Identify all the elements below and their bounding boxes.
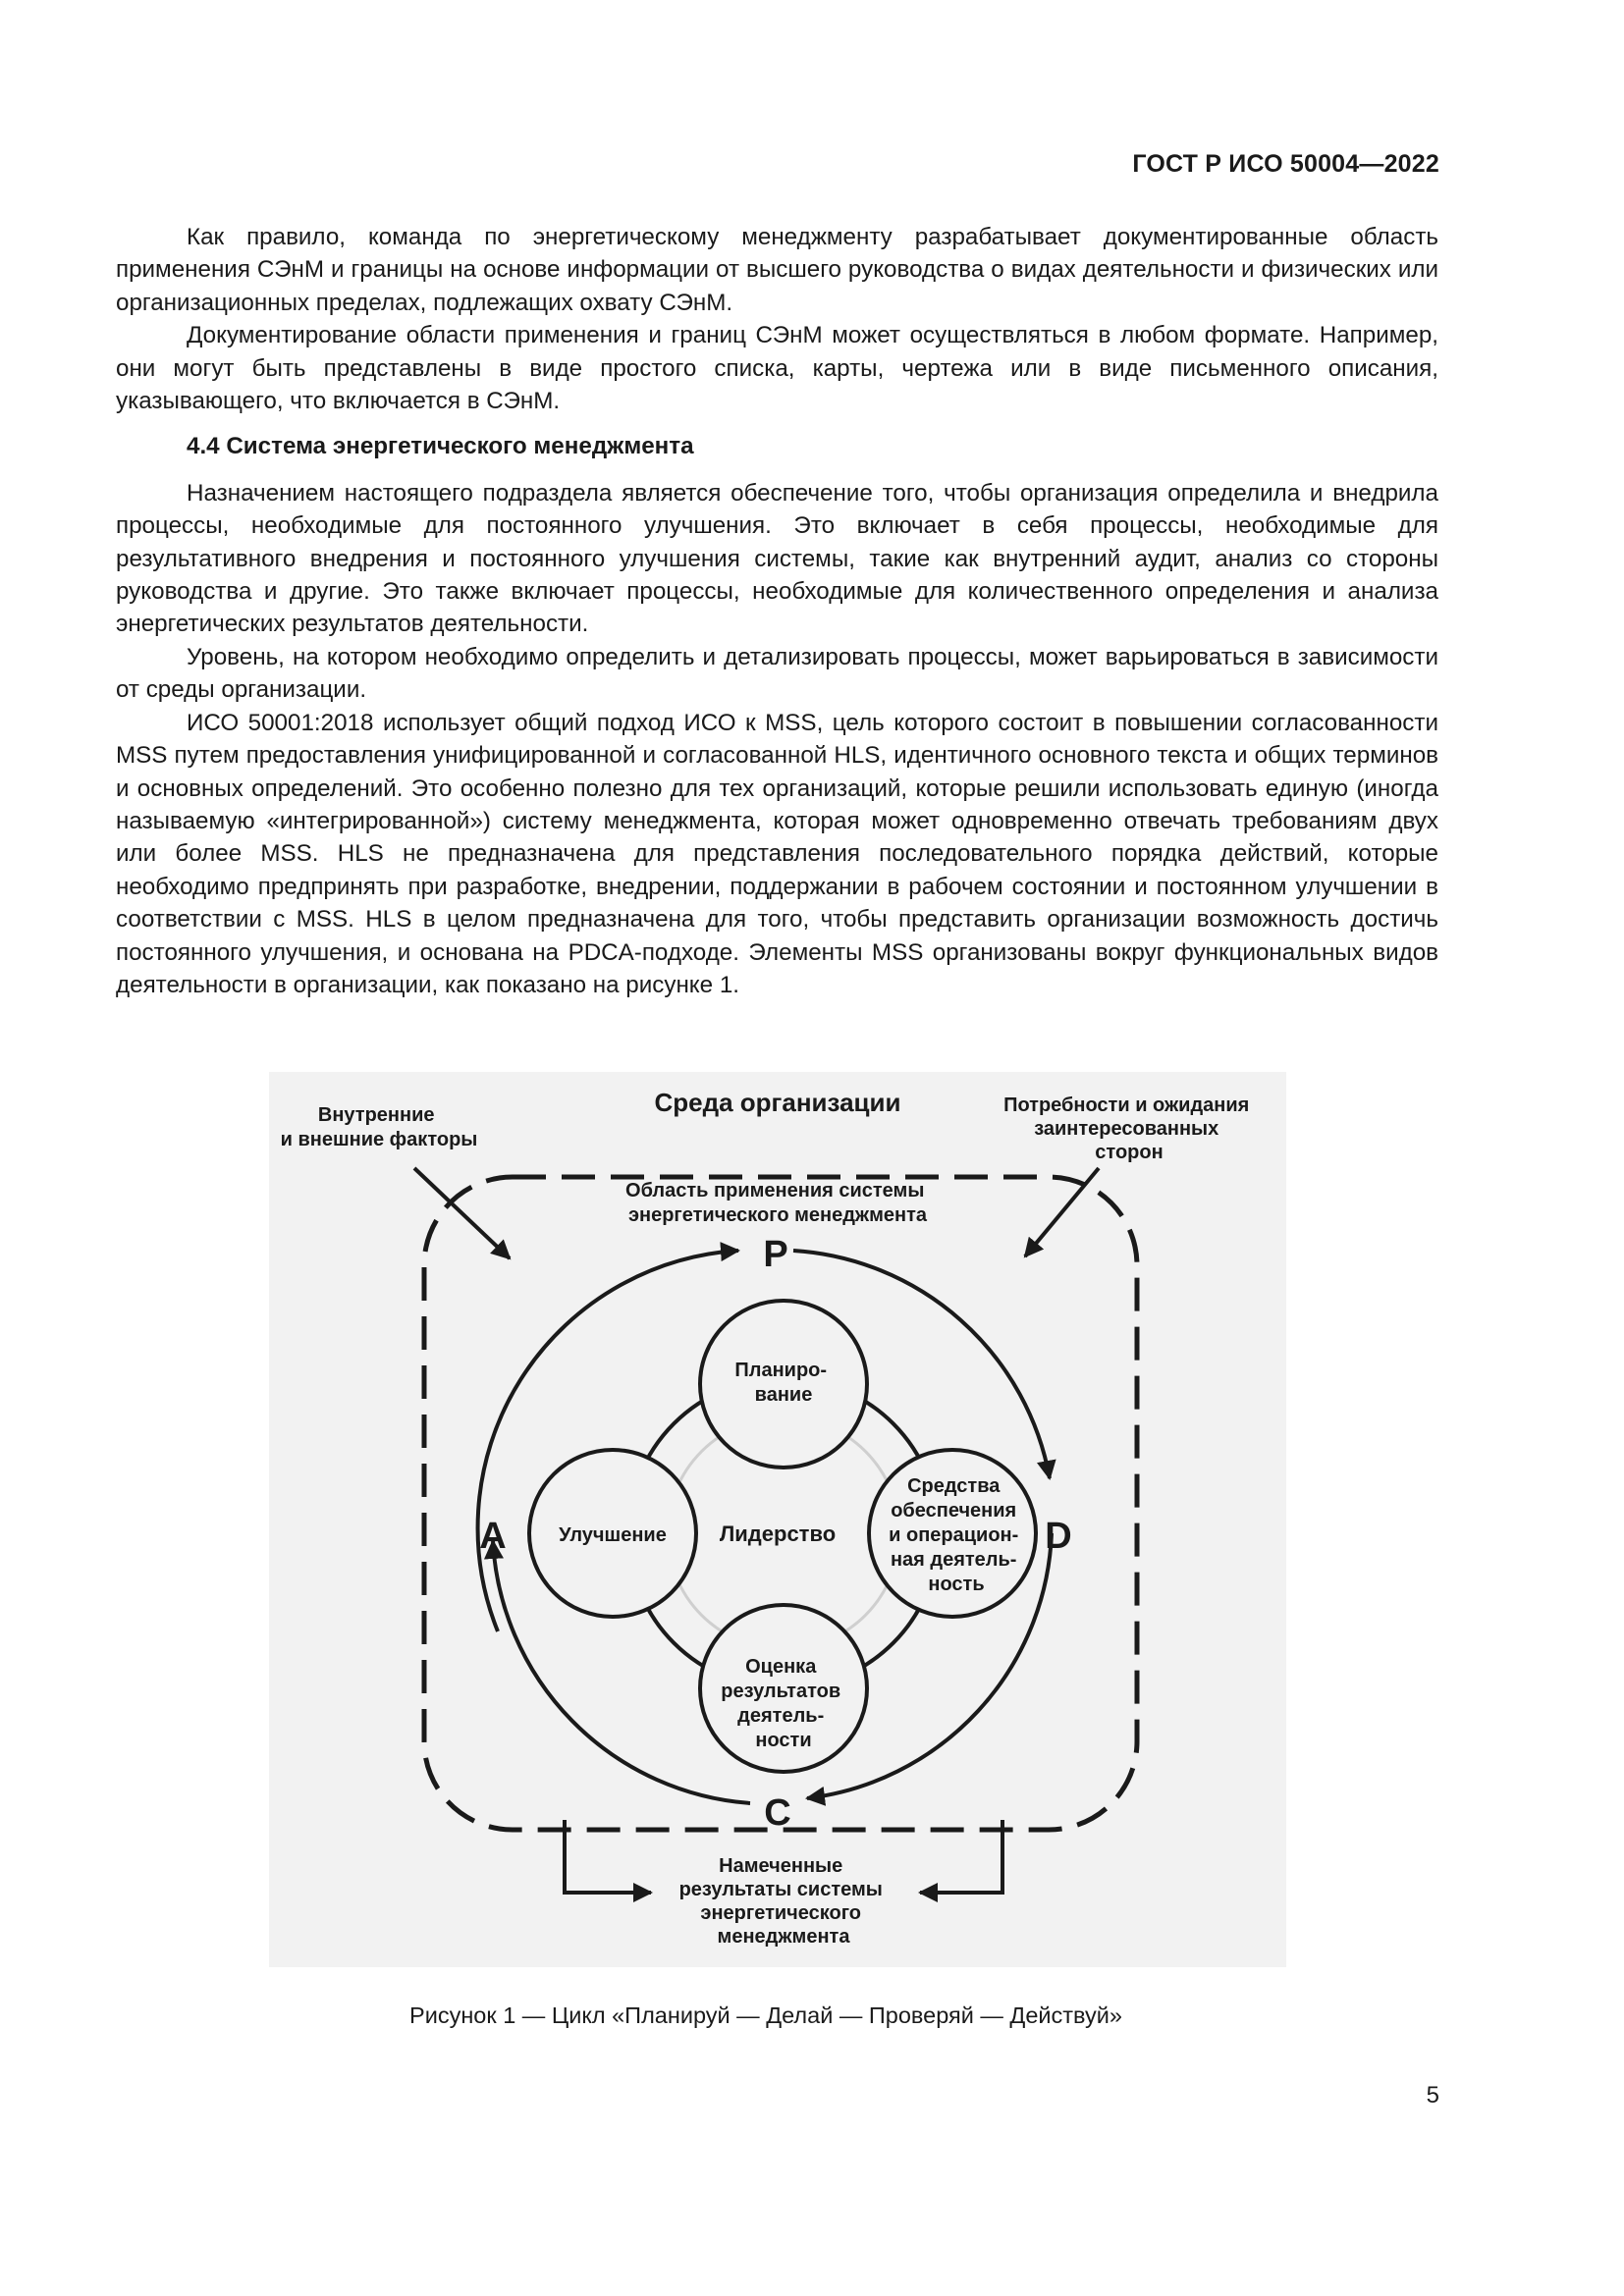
- pdca-c: C: [764, 1792, 791, 1834]
- scope-label: Область применения системы энергетического менеджмента: [625, 1180, 928, 1226]
- paragraph-4: Уровень, на котором необходимо определить и детализировать процессы, может варьироваться в зависимости от среды организации.: [116, 643, 1438, 704]
- body-text: [116, 221, 1438, 1001]
- paragraph-5: ИСО 50001:2018 использует общий подход ИСО к MSS, цель которого состоит в повышении согласованности MSS путем предоставления унифицированной и согласованной HLS, идентичного основного текста и общих терминов и основных определений. Это особенно полезно для тех организаций, которые решили использовать единую (иногда называемую «интегрированной») систему менеджмента, которая может одновременно отвечать требованиям двух или более MSS. HLS не предназначена для представления последовательного порядка действий, которые необходимо предпринять при разработке, внедрении, поддержании в рабочем состоянии и постоянном улучшении в соответствии с MSS. HLS в целом предназначена для того, чтобы представить организации возможность достичь постоянного улучшения, и основана на PDCA-подходе. Элементы MSS организованы вокруг функциональных видов деятельности в организации, как показано на рисунке 1.: [116, 709, 1438, 998]
- leadership-label: Лидерство: [719, 1522, 837, 1546]
- paragraph-2: Документирование области применения и границ СЭнМ может осуществляться в любом формате. Например, они могут быть представлены в виде простого списка, карты, чертежа или в виде письменного описания, указывающего, что включается в СЭнМ.: [116, 322, 1438, 415]
- section-heading: 4.4 Система энергетического менеджмента: [187, 433, 694, 460]
- pdca-figure: [269, 1072, 1286, 1967]
- improvement-label: Улучшение: [559, 1524, 667, 1546]
- figure-title: Среда организации: [654, 1088, 901, 1117]
- paragraph-1: Как правило, команда по энергетическому менеджменту разрабатывает документированные область применения СЭнМ и границы на основе информации от высшего руководства о видах деятельности и физических или организационных пределах, подлежащих охвату СЭнМ.: [116, 224, 1438, 316]
- stakeholders-arrow: [1025, 1168, 1099, 1256]
- planning-label: Планиро- вание: [734, 1360, 828, 1406]
- pdca-p: P: [763, 1234, 788, 1275]
- intended-outcomes-label: Намеченные результаты системы энергетического менеджмента: [678, 1855, 883, 1948]
- pdca-diagram: [269, 1072, 1286, 1967]
- evaluation-label: Оценка результатов деятель- ности: [721, 1656, 841, 1751]
- figure-caption: Рисунок 1 — Цикл «Планируй — Делай — Проверяй — Действуй»: [409, 2002, 1122, 2028]
- page-number: 5: [1426, 2082, 1439, 2109]
- pdca-d: D: [1045, 1516, 1072, 1557]
- pdca-a: A: [479, 1516, 507, 1557]
- support-operation-label: Средства обеспечения и операцион- ная деятель- ность: [889, 1475, 1019, 1595]
- paragraph-3: Назначением настоящего подраздела является обеспечение того, чтобы организация определила и внедрила процессы, необходимые для постоянного улучшения. Это включает в себя процессы, необходимые для результативного внедрения и постоянного улучшения системы, такие как внутренний аудит, анализ со стороны руководства и другие. Это также включает процессы, необходимые для количественного определения и анализа энергетических результатов деятельности.: [116, 479, 1438, 638]
- stakeholders-label: Потребности и ожидания заинтересованных сторон: [1003, 1095, 1250, 1163]
- document-header: ГОСТ Р ИСО 50004—2022: [1132, 150, 1439, 178]
- external-factors-label: Внутренние и внешние факторы: [280, 1104, 478, 1150]
